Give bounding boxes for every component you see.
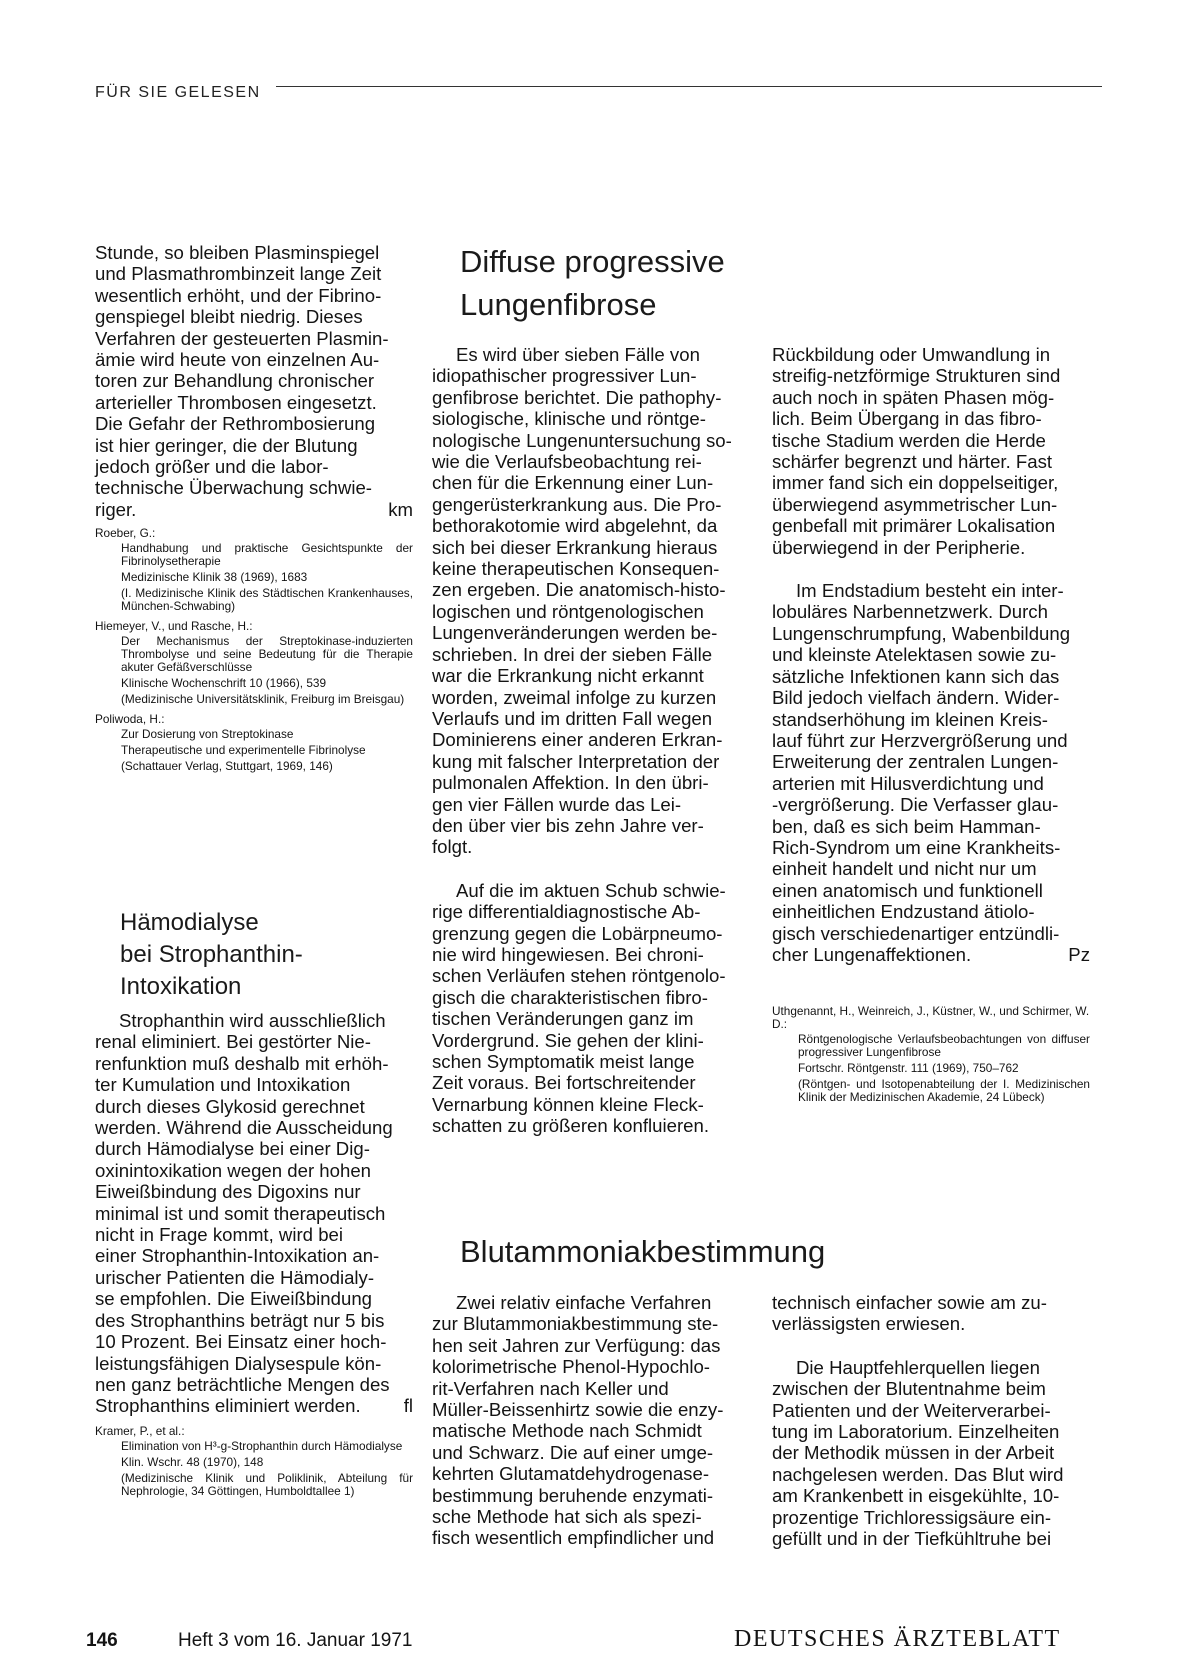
- text-line: durch Hämodialyse bei einer Dig-: [95, 1138, 370, 1160]
- text-line: technische Überwachung schwie-: [95, 477, 372, 499]
- text-line: rit-Verfahren nach Keller und: [432, 1377, 669, 1399]
- text-line: Diffuse progressive: [460, 244, 725, 279]
- text-line: Rückbildung oder Umwandlung in: [772, 344, 1051, 365]
- blutammoniak-text-p1: [432, 1292, 748, 1549]
- text-line: sich bei dieser Erkrankung hieraus: [432, 536, 718, 558]
- text-line: schrieben. In drei der sieben Fälle: [432, 643, 713, 665]
- reference-author: Hiemeyer, V., und Rasche, H.:: [95, 619, 253, 634]
- text-line: werden. Während die Ausscheidung: [95, 1117, 393, 1139]
- text-line: verlässigsten erwiesen.: [772, 1313, 966, 1335]
- text-line: schärfer begrenzt und härter. Fast: [772, 451, 1053, 473]
- text-line: folgt.: [432, 836, 473, 858]
- first-line: Im Endstadium besteht ein inter-: [796, 580, 1064, 602]
- text-line: nologische Lungenuntersuchung so-: [432, 429, 732, 451]
- text-line: Patienten und der Weiterverarbei-: [772, 1399, 1051, 1421]
- reference-author: Uthgenannt, H., Weinreich, J., Küstner, W., und Schirmer, W. D.:: [772, 1004, 1090, 1032]
- text-line: bestimmung beruhende enzymati-: [432, 1484, 714, 1506]
- line-group: [432, 901, 748, 1136]
- text-line: arterieller Thrombosen eingesetzt.: [95, 391, 377, 413]
- haemodialyse-column: [95, 1010, 413, 1501]
- text-line: lich. Beim Übergang in das fibro-: [772, 408, 1042, 430]
- text-line: lobuläres Narbennetzwerk. Durch: [772, 601, 1048, 623]
- line-group: [772, 1378, 1090, 1549]
- text-line: schen Symptomatik meist lange: [432, 1051, 695, 1072]
- reference-entry: [95, 1425, 413, 1498]
- last-line: riger.: [95, 498, 137, 520]
- text-line: ben, daß es sich beim Hamman-: [772, 815, 1041, 837]
- text-line: einheitlichen Endzustand ätiolo-: [772, 901, 1035, 923]
- author-initials: km: [388, 498, 413, 520]
- line-group: [432, 344, 748, 365]
- line-group: [95, 1031, 413, 1395]
- last-line: cher Lungenaffektionen.: [772, 943, 972, 965]
- text-line: fisch wesentlich empfindlicher und: [432, 1527, 715, 1549]
- text-line: einheit handelt und nicht nur um: [772, 858, 1037, 880]
- text-line: Verfahren der gesteuerten Plasmin-: [95, 327, 389, 349]
- reference-author: Roeber, G.:: [95, 526, 156, 541]
- line-group: [95, 1010, 413, 1031]
- text-line: idiopathischer progressiver Lun-: [432, 365, 697, 387]
- text-line: zen ergeben. Die anatomisch-histo-: [432, 579, 726, 601]
- signature-line: [772, 944, 1090, 965]
- reference-line: Röntgenologische Verlaufsbeobachtungen von diffuser progressiver Lungenfibrose: [798, 1032, 1090, 1060]
- text-line: logischen und röntgenologischen: [432, 600, 704, 622]
- signature-line: [95, 1395, 413, 1416]
- text-line: renal eliminiert. Bei gestörter Nie-: [95, 1031, 371, 1053]
- text-line: zwischen der Blutentnahme beim: [772, 1378, 1046, 1400]
- text-line: war die Erkrankung nicht erkannt: [432, 665, 704, 687]
- lungenfibrose-column-2: [772, 344, 1090, 1107]
- line-group: [772, 1357, 1090, 1378]
- text-line: genspiegel bleibt niedrig. Dieses: [95, 306, 363, 328]
- text-line: Intoxikation: [120, 973, 242, 1000]
- reference-line: Klinische Wochenschrift 10 (1966), 539: [121, 676, 327, 691]
- text-line: kung mit falscher Interpretation der: [432, 750, 720, 772]
- text-line: Rich-Syndrom um eine Krankheits-: [772, 836, 1061, 858]
- text-line: bei Strophanthin-: [120, 941, 303, 968]
- text-line: kolorimetrische Phenol-Hypochlo-: [432, 1356, 710, 1378]
- text-line: Vernarbung können kleine Fleck-: [432, 1093, 704, 1115]
- title-lines: [120, 907, 303, 1003]
- reference-line: Klin. Wschr. 48 (1970), 148: [121, 1454, 264, 1469]
- first-line: Es wird über sieben Fälle von: [456, 344, 700, 365]
- lungenfibrose-text-p3: [772, 344, 1090, 558]
- reference-entry: [95, 620, 413, 706]
- issue-info: Heft 3 vom 16. Januar 1971: [178, 1630, 413, 1651]
- text-line: gen vier Fällen wurde das Lei-: [432, 793, 682, 815]
- text-line: wesentlich erhöht, und der Fibrino-: [95, 284, 382, 306]
- text-line: der Methodik müssen in der Arbeit: [772, 1442, 1055, 1464]
- text-line: und kleinste Atelektasen sowie zu-: [772, 644, 1057, 666]
- text-line: überwiegend in der Peripherie.: [772, 536, 1026, 558]
- line-group: [432, 880, 748, 901]
- reference-line: (Medizinische Klinik und Poliklinik, Abteilung für Nephrologie, 34 Göttingen, Humboldtallee 1): [121, 1470, 413, 1498]
- text-line: genbefall mit primärer Lokalisation: [772, 515, 1056, 537]
- text-line: tischen Veränderungen ganz im: [432, 1008, 694, 1030]
- text-line: ist hier geringer, die der Blutung: [95, 434, 358, 456]
- text-line: jedoch größer und die labor-: [95, 456, 329, 478]
- text-line: ämie wird heute von einzelnen Au-: [95, 349, 380, 371]
- text-line: arterien mit Hilusverdichtung und: [772, 772, 1044, 794]
- lungenfibrose-reference: [772, 1005, 1090, 1104]
- text-line: Stunde, so bleiben Plasminspiegel: [95, 242, 380, 263]
- line-group: [772, 601, 1090, 944]
- text-line: keine therapeutischen Konsequen-: [432, 558, 720, 580]
- text-line: den über vier bis zehn Jahre ver-: [432, 814, 704, 836]
- signature-line: [95, 499, 413, 520]
- last-line: Strophanthins eliminiert werden.: [95, 1395, 361, 1417]
- text-line: Die Gefahr der Rethrombosierung: [95, 413, 376, 435]
- header-rule: [276, 86, 1102, 87]
- text-line: nachgelesen werden. Das Blut wird: [772, 1463, 1064, 1485]
- reference-author: Kramer, P., et al.:: [95, 1423, 185, 1438]
- text-line: chen für die Erkennung einer Lun-: [432, 472, 714, 494]
- text-line: nen ganz beträchtliche Mengen des: [95, 1373, 390, 1395]
- line-group: [432, 365, 748, 857]
- first-line: Die Hauptfehlerquellen liegen: [796, 1356, 1040, 1378]
- author-initials: Pz: [1068, 943, 1090, 965]
- reference-line: (Medizinische Universitätsklinik, Freiburg im Breisgau): [121, 692, 405, 707]
- reference-line: Fortschr. Röntgenstr. 111 (1969), 750–762: [798, 1061, 1019, 1076]
- text-line: -vergrößerung. Die Verfasser glau-: [772, 794, 1059, 816]
- text-line: grenzung gegen die Lobärpneumo-: [432, 922, 723, 944]
- text-line: auch noch in späten Phasen mög-: [772, 386, 1055, 408]
- text-line: streifig-netzförmige Strukturen sind: [772, 365, 1061, 387]
- reference-entry: [772, 1005, 1090, 1104]
- text-line: durch dieses Glykosid gerechnet: [95, 1095, 365, 1117]
- line-group: [772, 580, 1090, 601]
- text-line: genfibrose berichtet. Die pathophy-: [432, 386, 722, 408]
- text-line: bethorakotomie wird abgelehnt, da: [432, 515, 718, 537]
- first-line: Zwei relativ einfache Verfahren: [456, 1292, 712, 1313]
- text-line: 10 Prozent. Bei Einsatz einer hoch-: [95, 1331, 387, 1353]
- text-line: nicht in Frage kommt, wird bei: [95, 1224, 344, 1246]
- text-line: siologische, klinische und röntge-: [432, 408, 706, 430]
- text-line: rige differentialdiagnostische Ab-: [432, 901, 701, 923]
- blutammoniak-column-1: [432, 1292, 748, 1549]
- text-line: wie die Verlaufsbeobachtung rei-: [432, 451, 702, 473]
- text-line: oxinintoxikation wegen der hohen: [95, 1159, 372, 1181]
- text-line: Eiweißbindung des Digoxins nur: [95, 1181, 361, 1203]
- text-line: sätzliche Infektionen kann sich das: [772, 665, 1060, 687]
- text-line: lauf führt zur Herzvergrößerung und: [772, 729, 1068, 751]
- text-line: hen seit Jahren zur Verfügung: das: [432, 1334, 721, 1356]
- line-group: [432, 1313, 748, 1548]
- text-line: standserhöhung im kleinen Kreis-: [772, 708, 1048, 730]
- text-line: worden, zweimal infolge zu kurzen: [432, 686, 717, 708]
- text-line: leistungsfähigen Dialysespule kön-: [95, 1352, 382, 1374]
- lungenfibrose-text-p2: [432, 880, 748, 1137]
- text-line: Lungenfibrose: [460, 287, 657, 322]
- author-initials: fl: [403, 1395, 413, 1417]
- text-line: gengerüsterkrankung aus. Die Pro-: [432, 493, 722, 515]
- text-line: einen anatomisch und funktionell: [772, 879, 1043, 901]
- reference-entry: [95, 527, 413, 613]
- text-line: sche Methode hat sich als spezi-: [432, 1506, 702, 1528]
- text-line: und Plasmathrombinzeit lange Zeit: [95, 263, 382, 285]
- text-line: des Strophanthins beträgt nur 5 bis: [95, 1309, 385, 1331]
- reference-list: [95, 527, 413, 773]
- blutammoniak-column-2: [772, 1292, 1090, 1549]
- text-line: ter Kumulation und Intoxikation: [95, 1074, 351, 1096]
- text-line: immer fand sich ein doppelseitiger,: [772, 472, 1059, 494]
- text-line: tische Stadium werden die Herde: [772, 429, 1046, 451]
- text-line: Müller-Beissenhirtz sowie die enzy-: [432, 1399, 724, 1421]
- blutammoniak-text-p2: [772, 1292, 1090, 1335]
- text-line: urischer Patienten die Hämodialy-: [95, 1266, 375, 1288]
- reference-line: Der Mechanismus der Streptokinase-induzierten Thrombolyse und seine Bedeutung für die Therapie akuter Gefäßverschlüsse: [121, 634, 413, 675]
- text-line: prozentige Trichloressigsäure ein-: [772, 1506, 1052, 1528]
- reference-line: Medizinische Klinik 38 (1969), 1683: [121, 570, 308, 585]
- text-line: pulmonalen Affektion. In den übri-: [432, 772, 709, 794]
- article-title-haemodialyse: [120, 907, 303, 1003]
- left-column: [95, 242, 413, 776]
- line-group: [95, 242, 413, 499]
- text-line: se empfohlen. Die Eiweißbindung: [95, 1288, 372, 1310]
- reference-line: Elimination von H³-g-Strophanthin durch Hämodialyse: [121, 1438, 403, 1453]
- text-line: matische Methode nach Schmidt: [432, 1420, 702, 1442]
- text-line: kehrten Glutamatdehydrogenase-: [432, 1463, 710, 1485]
- text-line: minimal ist und somit therapeutisch: [95, 1202, 386, 1224]
- line-group: [432, 1292, 748, 1313]
- text-line: schen Verläufen stehen röntgenolo-: [432, 965, 726, 987]
- text-line: Vordergrund. Sie gehen der klini-: [432, 1029, 704, 1051]
- reference-line: (I. Medizinische Klinik des Städtischen Krankenhauses, München-Schwabing): [121, 586, 413, 614]
- page-number: 146: [86, 1630, 118, 1651]
- text-line: Erweiterung der zentralen Lungen-: [772, 751, 1059, 773]
- reference-line: (Schattauer Verlag, Stuttgart, 1969, 146): [121, 759, 333, 774]
- first-line: Strophanthin wird ausschließlich: [119, 1010, 386, 1031]
- text-line: toren zur Behandlung chronischer: [95, 370, 375, 392]
- article-title-blutammoniak: Blutammoniakbestimmung: [460, 1234, 826, 1269]
- plasmin-article-text: [95, 242, 413, 520]
- reference-entry: [95, 713, 413, 773]
- text-line: überwiegend asymmetrischer Lun-: [772, 493, 1058, 515]
- text-line: tung im Laboratorium. Einzelheiten: [772, 1421, 1060, 1443]
- text-line: Hämodialyse: [120, 909, 259, 936]
- lungenfibrose-text-p1: [432, 344, 748, 858]
- first-line: Auf die im aktuen Schub schwie-: [456, 879, 726, 901]
- title-lines: [460, 240, 725, 326]
- text-line: schatten zu größeren konfluieren.: [432, 1115, 709, 1137]
- line-group: [772, 1292, 1090, 1335]
- text-line: Dominierens einer anderen Erkran-: [432, 729, 723, 751]
- text-line: Zeit voraus. Bei fortschreitender: [432, 1072, 696, 1094]
- text-line: renfunktion muß deshalb mit erhöh-: [95, 1052, 389, 1074]
- magazine-name: DEUTSCHES ÄRZTEBLATT: [734, 1626, 1061, 1652]
- line-group: [772, 344, 1090, 558]
- text-line: Lungenveränderungen werden be-: [432, 622, 718, 644]
- haemodialyse-article-text: [95, 1010, 413, 1417]
- reference-line: (Röntgen- und Isotopenabteilung der I. Medizinischen Klinik der Medizinischen Akademie, 24 Lübeck): [798, 1077, 1090, 1105]
- text-line: zur Blutammoniakbestimmung ste-: [432, 1313, 719, 1335]
- haemodialyse-reference: [95, 1425, 413, 1498]
- reference-line: Handhabung und praktische Gesichtspunkte der Fibrinolysetherapie: [121, 541, 413, 569]
- text-line: gisch verschiedenartiger entzündli-: [772, 922, 1060, 944]
- text-line: einer Strophanthin-Intoxikation an-: [95, 1245, 380, 1267]
- text-line: Bild jedoch vielfach ändern. Wider-: [772, 687, 1060, 709]
- text-line: gisch die charakteristischen fibro-: [432, 986, 708, 1008]
- lungenfibrose-text-p4: [772, 580, 1090, 965]
- text-line: nie wird hingewiesen. Bei chroni-: [432, 943, 704, 965]
- text-line: und Schwarz. Die auf einer umge-: [432, 1441, 714, 1463]
- lungenfibrose-column-1: [432, 344, 748, 1137]
- text-line: gefüllt und in der Tiefkühltruhe bei: [772, 1528, 1052, 1550]
- text-line: technisch einfacher sowie am zu-: [772, 1292, 1047, 1313]
- reference-line: Therapeutische und experimentelle Fibrinolyse: [121, 743, 366, 758]
- section-header: FÜR SIE GELESEN: [95, 84, 261, 101]
- article-title-lungenfibrose: [460, 240, 725, 326]
- text-line: Lungenschrumpfung, Wabenbildung: [772, 622, 1071, 644]
- blutammoniak-text-p3: [772, 1357, 1090, 1550]
- reference-author: Poliwoda, H.:: [95, 712, 165, 727]
- reference-line: Zur Dosierung von Streptokinase: [121, 727, 294, 742]
- text-line: Verlaufs und im dritten Fall wegen: [432, 707, 713, 729]
- text-line: am Krankenbett in eisgekühlte, 10-: [772, 1485, 1060, 1507]
